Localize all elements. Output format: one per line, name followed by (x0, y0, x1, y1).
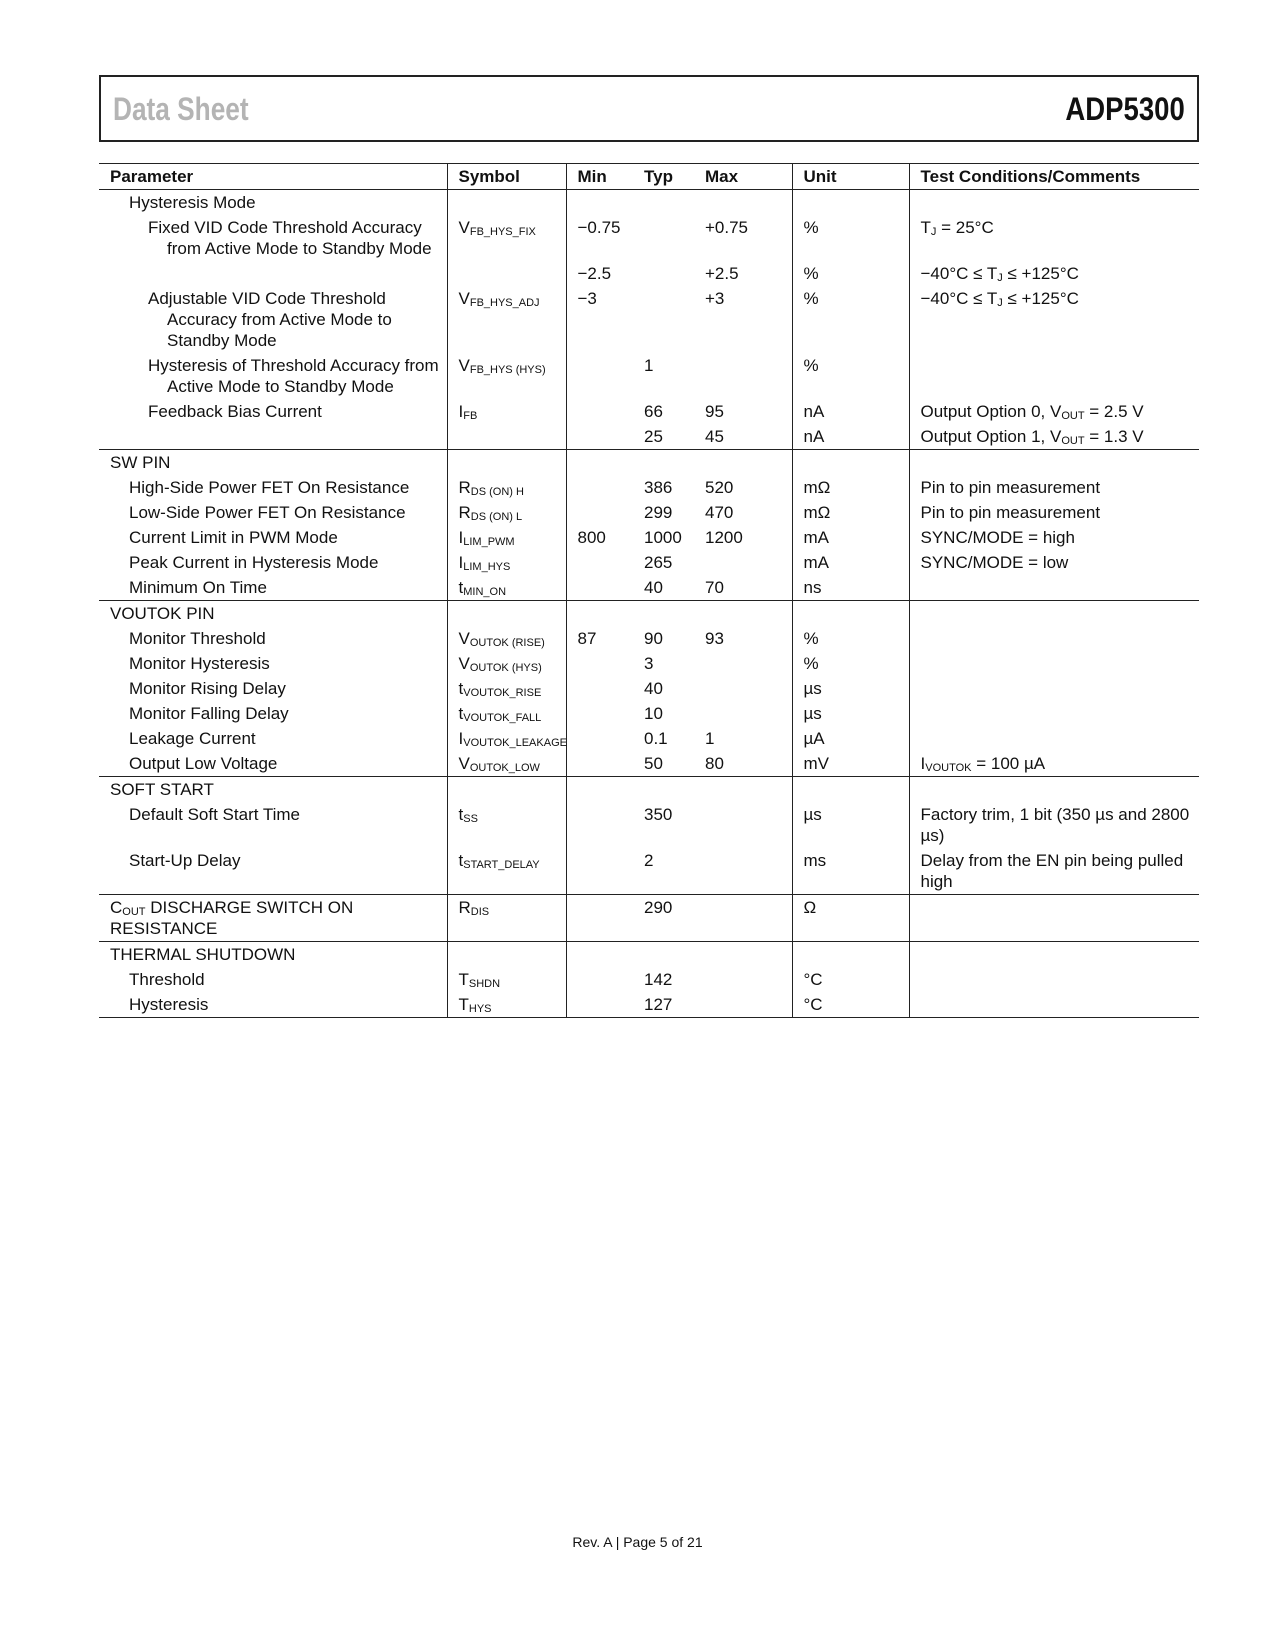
typ-cell: 2 (644, 851, 654, 870)
param-cell: Hysteresis (99, 992, 447, 1018)
page-header (99, 75, 1199, 142)
page-footer: Rev. A | Page 5 of 21 (572, 1534, 703, 1550)
col-header-parameter: Parameter (99, 164, 447, 190)
max-cell: 520 (694, 475, 792, 500)
param-cell: Hysteresis Mode (99, 190, 447, 216)
unit-cell: nA (792, 399, 909, 424)
max-cell: 93 (694, 626, 792, 651)
symbol-cell: $I_{FB}$ (447, 399, 566, 424)
param-cell: Threshold (99, 967, 447, 992)
max-cell: +2.5 (694, 261, 792, 286)
max-cell: 80 (694, 751, 792, 777)
max-cell: 1200 (694, 525, 792, 550)
section-row (99, 942, 1199, 968)
typ-cell: 90 (644, 629, 663, 648)
symbol-cell: $t_{VOUTOK\_FALL}$ (447, 701, 566, 726)
min-cell: 87 (577, 629, 597, 648)
table-row (99, 399, 1199, 424)
section-row (99, 450, 1199, 476)
condition-cell: Pin to pin measurement (920, 503, 1101, 522)
col-header-unit: Unit (792, 164, 909, 190)
table-row (99, 500, 1199, 525)
table-row (99, 353, 1199, 399)
typ-cell (633, 215, 694, 261)
table-row (99, 261, 1199, 286)
table-row (99, 726, 1199, 751)
table-row (99, 525, 1199, 550)
condition-cell: Pin to pin measurement (920, 478, 1101, 497)
symbol-cell: $t_{START\_DELAY}$ (447, 848, 566, 895)
symbol-cell: $t_{SS}$ (447, 802, 566, 848)
unit-cell: % (792, 353, 909, 399)
table-row (99, 424, 1199, 450)
section-row (99, 601, 1199, 627)
unit-cell: % (792, 261, 909, 286)
param-cell: Fixed VID Code Threshold Accuracy from Active Mode to Standby Mode (99, 215, 447, 261)
typ-cell: 10 (644, 704, 663, 723)
table-row (99, 701, 1199, 726)
specifications-table (99, 163, 1199, 1018)
symbol-cell: $I_{LIM\_PWM}$ (447, 525, 566, 550)
condition-cell: $-40^\circ C \le T_J \le +125^\circ C$ (920, 264, 1079, 284)
param-cell: Minimum On Time (99, 575, 447, 601)
max-cell: 70 (694, 575, 792, 601)
symbol-cell: $T_{SHDN}$ (447, 967, 566, 992)
symbol-cell: $t_{MIN\_ON}$ (447, 575, 566, 601)
table-row (99, 992, 1199, 1018)
typ-cell: 265 (644, 553, 673, 572)
symbol-cell: $R_{DS (ON) L}$ (447, 500, 566, 525)
col-header-symbol: Symbol (447, 164, 566, 190)
typ-cell: 350 (644, 805, 673, 824)
col-header-conditions: Test Conditions/Comments (909, 164, 1199, 190)
col-header-max: Max (694, 164, 792, 190)
table-row (99, 967, 1199, 992)
table-row (99, 575, 1199, 601)
unit-cell: % (792, 215, 909, 261)
param-cell: Low-Side Power FET On Resistance (99, 500, 447, 525)
typ-cell: 290 (633, 895, 694, 942)
typ-cell: 1 (644, 356, 654, 375)
typ-cell: 40 (644, 679, 663, 698)
param-cell: Peak Current in Hysteresis Mode (99, 550, 447, 575)
unit-cell: mA (792, 525, 909, 550)
typ-cell: 3 (644, 654, 654, 673)
header-part-number: ADP5300 (1065, 91, 1185, 127)
table-row (99, 676, 1199, 701)
unit-cell: mV (792, 751, 909, 777)
condition-cell: Output Option 1, $V_{OUT} = 1.3$ V (920, 427, 1144, 447)
param-cell: Hysteresis of Threshold Accuracy from Active Mode to Standby Mode (99, 353, 447, 399)
table-row (99, 751, 1199, 777)
section-title: $C_{OUT}$ DISCHARGE SWITCH ON RESISTANCE (99, 895, 447, 942)
unit-cell: % (792, 286, 909, 353)
param-cell: Monitor Threshold (99, 626, 447, 651)
max-cell: 1 (694, 726, 792, 751)
table-header-row (99, 164, 1199, 190)
table-row (99, 475, 1199, 500)
max-cell: +3 (694, 286, 792, 353)
unit-cell: % (792, 626, 909, 651)
unit-cell: nA (792, 424, 909, 450)
typ-cell: 40 (644, 578, 663, 597)
symbol-cell: $t_{VOUTOK\_RISE}$ (447, 676, 566, 701)
section-title: SOFT START (99, 777, 447, 803)
param-cell: Leakage Current (99, 726, 447, 751)
table-row (99, 626, 1199, 651)
condition-cell: Output Option 0, $V_{OUT} = 2.5$ V (920, 402, 1144, 422)
typ-cell: 1000 (644, 528, 682, 547)
unit-cell: mA (792, 550, 909, 575)
min-cell: −0.75 (577, 218, 621, 237)
section-title: VOUTOK PIN (99, 601, 447, 627)
max-cell: 470 (694, 500, 792, 525)
symbol-cell: $V_{FB\_HYS (HYS)}$ (447, 353, 566, 399)
typ-cell: 0.1 (644, 729, 668, 748)
section-title: THERMAL SHUTDOWN (99, 942, 447, 968)
param-cell: Current Limit in PWM Mode (99, 525, 447, 550)
typ-cell: 25 (644, 427, 663, 446)
symbol-cell: $V_{OUTOK\_LOW}$ (447, 751, 566, 777)
symbol-cell: $I_{LIM\_HYS}$ (447, 550, 566, 575)
symbol-cell: $T_{HYS}$ (447, 992, 566, 1018)
min-cell: −2.5 (577, 264, 612, 283)
unit-cell: °C (792, 967, 909, 992)
param-cell: Monitor Falling Delay (99, 701, 447, 726)
header-doc-type: Data Sheet (113, 91, 249, 127)
section-row (99, 895, 1199, 942)
table-row (99, 190, 1199, 216)
symbol-cell: $R_{DS (ON) H}$ (447, 475, 566, 500)
table-row (99, 550, 1199, 575)
section-row (99, 777, 1199, 803)
param-cell: Output Low Voltage (99, 751, 447, 777)
unit-cell: °C (792, 992, 909, 1018)
table-row (99, 848, 1199, 895)
unit-cell: ms (792, 848, 909, 895)
unit-cell: µA (792, 726, 909, 751)
typ-cell: 386 (644, 478, 673, 497)
col-header-typ: Typ (633, 164, 694, 190)
table-row (99, 651, 1199, 676)
min-cell: 800 (577, 528, 606, 547)
param-cell: Monitor Rising Delay (99, 676, 447, 701)
symbol-cell: $V_{FB\_HYS\_ADJ}$ (447, 286, 566, 353)
typ-cell: 66 (644, 402, 663, 421)
condition-cell: SYNC/MODE = high (920, 528, 1075, 547)
param-cell: Start-Up Delay (99, 848, 447, 895)
max-cell: 45 (694, 424, 792, 450)
typ-cell: 299 (644, 503, 673, 522)
symbol-cell: $I_{VOUTOK\_LEAKAGE}$ (447, 726, 566, 751)
condition-cell: $-40^\circ C \le T_J \le +125^\circ C$ (920, 289, 1079, 309)
symbol-cell: $V_{FB\_HYS\_FIX}$ (447, 215, 566, 261)
unit-cell: mΩ (792, 475, 909, 500)
unit-cell: Ω (792, 895, 909, 942)
min-cell: −3 (577, 289, 597, 308)
table-row (99, 802, 1199, 848)
typ-cell: 142 (644, 970, 673, 989)
symbol-cell: $V_{OUTOK (HYS)}$ (447, 651, 566, 676)
param-cell: Default Soft Start Time (99, 802, 447, 848)
unit-cell: ns (792, 575, 909, 601)
unit-cell: µs (792, 676, 909, 701)
col-header-min: Min (566, 164, 633, 190)
unit-cell: µs (792, 701, 909, 726)
symbol-cell: $V_{OUTOK (RISE)}$ (447, 626, 566, 651)
param-cell: Monitor Hysteresis (99, 651, 447, 676)
param-cell: Adjustable VID Code Threshold Accuracy from Active Mode to Standby Mode (99, 286, 447, 353)
max-cell: +0.75 (694, 215, 792, 261)
typ-cell: 50 (644, 754, 663, 773)
param-cell: High-Side Power FET On Resistance (99, 475, 447, 500)
unit-cell: mΩ (792, 500, 909, 525)
condition-cell: SYNC/MODE = low (920, 553, 1069, 572)
typ-cell: 127 (633, 992, 694, 1018)
max-cell: 95 (694, 399, 792, 424)
condition-cell: $I_{VOUTOK} = 100$ µA (920, 754, 1046, 774)
section-title: SW PIN (99, 450, 447, 476)
condition-cell: $T_J = 25^\circ C$ (920, 218, 994, 238)
table-row (99, 286, 1199, 353)
param-cell: Feedback Bias Current (99, 399, 447, 424)
condition-cell: Factory trim, 1 bit (350 µs and 2800 µs) (920, 805, 1190, 845)
condition-cell: Delay from the EN pin being pulled high (920, 851, 1184, 891)
unit-cell: % (792, 651, 909, 676)
table-row (99, 215, 1199, 261)
symbol-cell: $R_{DIS}$ (447, 895, 566, 942)
unit-cell: µs (792, 802, 909, 848)
